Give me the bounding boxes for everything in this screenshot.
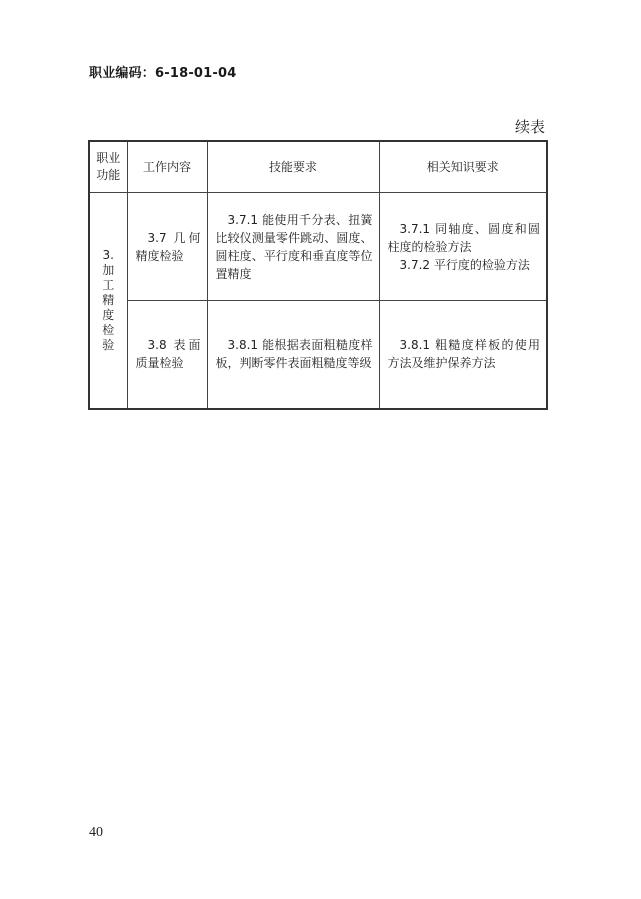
work-cell: 3.8 表面质量检验 bbox=[127, 301, 207, 409]
occupation-code: 职业编码：6-18-01-04 bbox=[89, 66, 237, 81]
knowledge-cell bbox=[379, 301, 547, 409]
function-cell bbox=[89, 193, 127, 409]
header-work: 工作内容 bbox=[127, 141, 207, 193]
header-knowledge: 相关知识要求 bbox=[379, 141, 547, 193]
function-number: 3. bbox=[102, 247, 114, 262]
header-skill: 技能要求 bbox=[207, 141, 379, 193]
work-cell: 3.7 几何精度检验 bbox=[127, 193, 207, 301]
table-header-row bbox=[89, 141, 547, 193]
header-function: 职业功能 bbox=[89, 141, 127, 193]
skills-table bbox=[88, 140, 548, 410]
knowledge-item: 3.8.1 粗糙度样板的使用方法及维护保养方法 bbox=[387, 338, 540, 371]
function-name: 加工精度检验 bbox=[102, 262, 115, 352]
table-row bbox=[89, 193, 547, 301]
knowledge-item: 3.7.1 同轴度、圆度和圆柱度的检验方法 bbox=[387, 221, 540, 254]
table-row bbox=[89, 301, 547, 409]
skill-cell: 3.8.1 能根据表面粗糙度样板，判断零件表面粗糙度等级 bbox=[207, 301, 379, 409]
skill-cell: 3.7.1 能使用千分表、扭簧比较仪测量零件跳动、圆度、圆柱度、平行度和垂直度等位置精度 bbox=[207, 193, 379, 301]
knowledge-cell bbox=[379, 193, 547, 301]
knowledge-item: 3.7.2 平行度的检验方法 bbox=[399, 257, 530, 272]
continued-label: 续表 bbox=[514, 118, 545, 136]
page-number: 40 bbox=[89, 825, 103, 840]
